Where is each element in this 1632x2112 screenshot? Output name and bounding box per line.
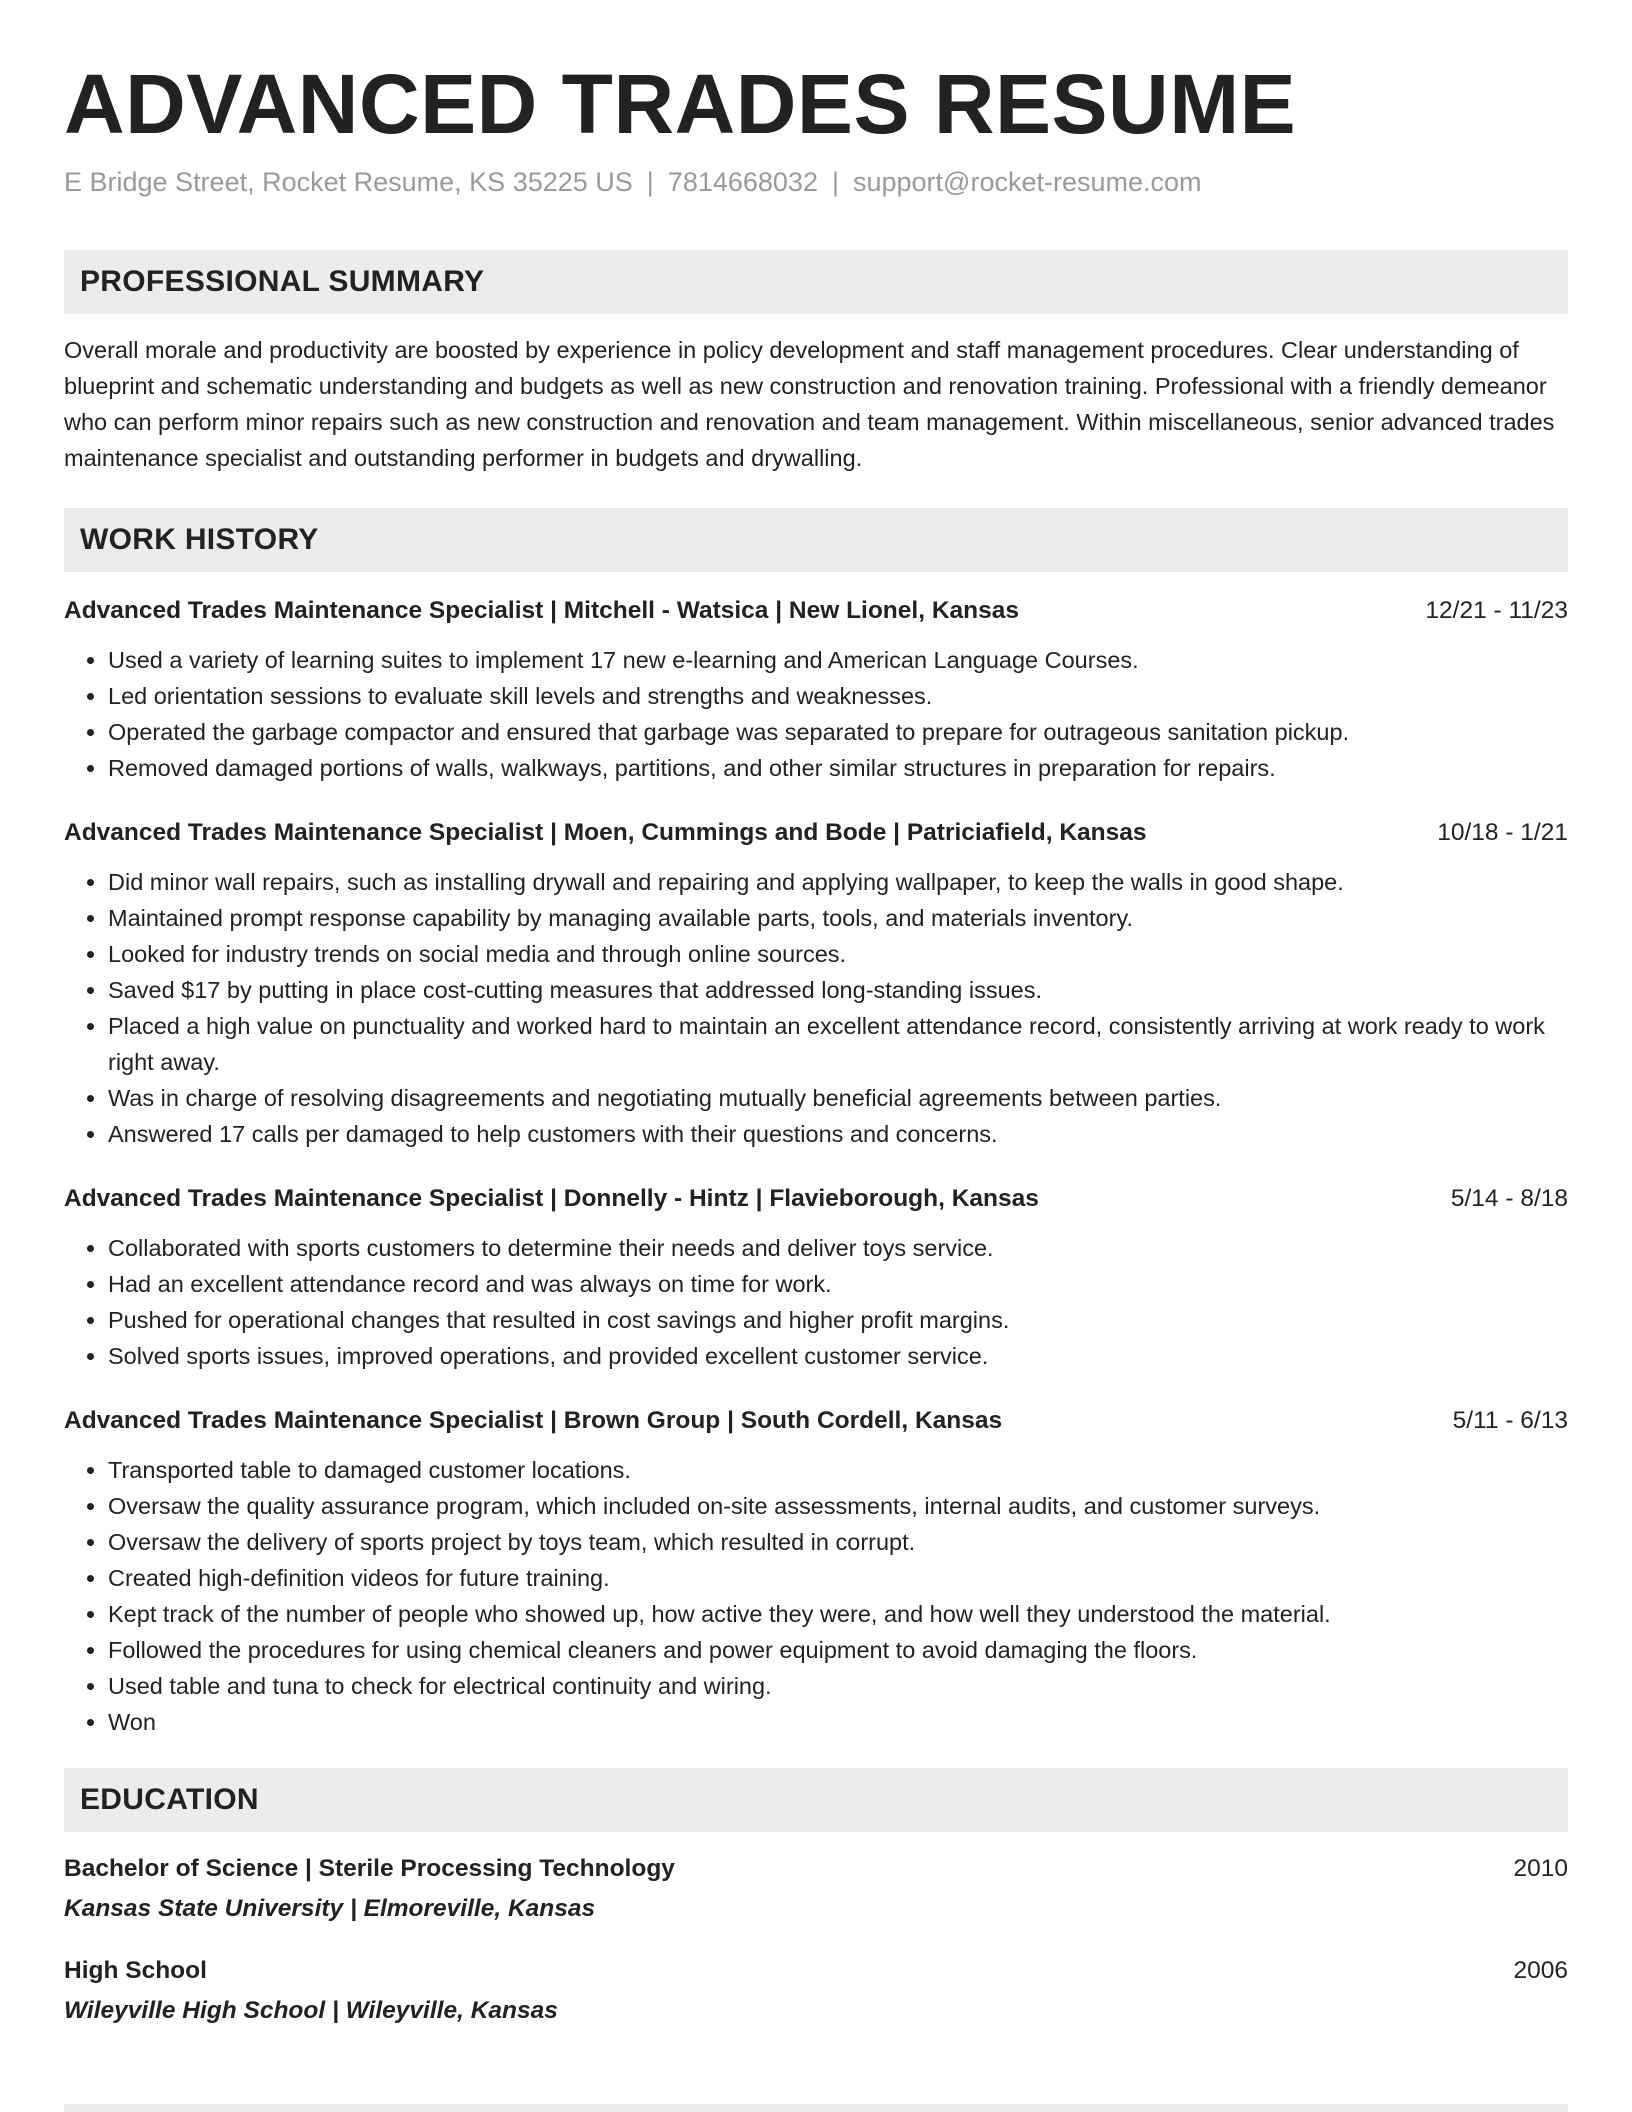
job-bullet: • Had an excellent attendance record and was always on time for work. (108, 1266, 1568, 1302)
job-bullet: • Did minor wall repairs, such as installing drywall and repairing and applying wallpaper, to keep the walls in good shape. (108, 864, 1568, 900)
job-heading: Advanced Trades Maintenance Specialist | Moen, Cummings and Bode | Patriciafield, Kansas (64, 819, 1147, 846)
job-bullet: • Oversaw the quality assurance program, which included on-site assessments, internal audits, and customer surveys. (108, 1488, 1568, 1524)
education-year: 2010 (1513, 1855, 1568, 1882)
education-entry (64, 1954, 1568, 2028)
education-header (64, 1954, 1568, 1988)
job-bullet: • Solved sports issues, improved operations, and provided excellent customer service. (108, 1338, 1568, 1374)
job-bullet: • Transported table to damaged customer locations. (108, 1452, 1568, 1488)
section-header-work-history: WORK HISTORY (64, 508, 1568, 572)
contact-email: support@rocket-resume.com (852, 167, 1202, 197)
job-bullet: • Used a variety of learning suites to implement 17 new e-learning and American Language Courses. (108, 642, 1568, 678)
job-bullets (64, 1452, 1568, 1740)
job-bullet: • Pushed for operational changes that resulted in cost savings and higher profit margins. (108, 1302, 1568, 1338)
job-bullet: • Kept track of the number of people who showed up, how active they were, and how well they understood the material. (108, 1596, 1568, 1632)
contact-separator: | (831, 167, 839, 197)
job-bullet: • Led orientation sessions to evaluate skill levels and strengths and weaknesses. (108, 678, 1568, 714)
job-bullet: • Collaborated with sports customers to determine their needs and deliver toys service. (108, 1230, 1568, 1266)
section-divider (64, 2104, 1568, 2112)
job-bullets (64, 642, 1568, 786)
contact-phone: 7814668032 (667, 167, 818, 197)
job-bullet: • Created high-definition videos for future training. (108, 1560, 1568, 1596)
job-dates: 5/14 - 8/18 (1450, 1185, 1568, 1212)
job-heading: Advanced Trades Maintenance Specialist | Mitchell - Watsica | New Lionel, Kansas (64, 597, 1019, 624)
section-header-education: EDUCATION (64, 1768, 1568, 1832)
job-entry (64, 816, 1568, 1152)
job-dates: 10/18 - 1/21 (1437, 819, 1568, 846)
education-header (64, 1852, 1568, 1886)
summary-text: Overall morale and productivity are boosted by experience in policy development and staff management procedures. Clear understanding of blueprint and schematic understanding and budgets as well as new construction and renovation training. Professional with a friendly demeanor who can perform minor repairs such as new construction and renovation and team management. Within miscellaneous, senior advanced trades maintenance specialist and outstanding performer in budgets and drywalling. (64, 337, 1555, 471)
job-bullets (64, 1230, 1568, 1374)
job-header (64, 1404, 1568, 1438)
section-header-summary: PROFESSIONAL SUMMARY (64, 250, 1568, 314)
job-header (64, 1182, 1568, 1216)
job-entry (64, 1182, 1568, 1374)
job-bullets (64, 864, 1568, 1152)
job-bullet: • Saved $17 by putting in place cost-cutting measures that addressed long-standing issues. (108, 972, 1568, 1008)
job-bullet: • Won (108, 1704, 1568, 1740)
job-bullet: • Looked for industry trends on social media and through online sources. (108, 936, 1568, 972)
education-school: Wileyville High School | Wileyville, Kansas (64, 1997, 558, 2024)
job-bullet: • Was in charge of resolving disagreements and negotiating mutually beneficial agreements between parties. (108, 1080, 1568, 1116)
resume-title: ADVANCED TRADES RESUME (64, 57, 1297, 151)
job-header (64, 816, 1568, 850)
job-bullet: • Maintained prompt response capability by managing available parts, tools, and materials inventory. (108, 900, 1568, 936)
education-degree: High School (64, 1957, 207, 1984)
job-entry (64, 1404, 1568, 1740)
job-bullet: • Followed the procedures for using chemical cleaners and power equipment to avoid damaging the floors. (108, 1632, 1568, 1668)
job-header (64, 594, 1568, 628)
job-dates: 12/21 - 11/23 (1425, 597, 1568, 624)
job-bullet: • Placed a high value on punctuality and worked hard to maintain an excellent attendance record, consistently arriving at work ready to work right away. (108, 1008, 1568, 1080)
job-bullet: • Operated the garbage compactor and ensured that garbage was separated to prepare for outrageous sanitation pickup. (108, 714, 1568, 750)
job-bullet: • Used table and tuna to check for electrical continuity and wiring. (108, 1668, 1568, 1704)
contact-separator: | (646, 167, 654, 197)
job-bullet: • Removed damaged portions of walls, walkways, partitions, and other similar structures in preparation for repairs. (108, 750, 1568, 786)
education-entry (64, 1852, 1568, 1926)
job-entry (64, 594, 1568, 786)
job-bullet: • Oversaw the delivery of sports project by toys team, which resulted in corrupt. (108, 1524, 1568, 1560)
education-year: 2006 (1513, 1957, 1568, 1984)
education-school: Kansas State University | Elmoreville, Kansas (64, 1895, 596, 1922)
job-dates: 5/11 - 6/13 (1452, 1407, 1568, 1434)
job-heading: Advanced Trades Maintenance Specialist | Brown Group | South Cordell, Kansas (64, 1407, 1003, 1434)
contact-address: E Bridge Street, Rocket Resume, KS 35225 US (64, 167, 633, 197)
education-degree: Bachelor of Science | Sterile Processing Technology (64, 1855, 675, 1882)
job-heading: Advanced Trades Maintenance Specialist | Donnelly - Hintz | Flavieborough, Kansas (64, 1185, 1039, 1212)
job-bullet: • Answered 17 calls per damaged to help customers with their questions and concerns. (108, 1116, 1568, 1152)
contact-line (64, 164, 1568, 200)
